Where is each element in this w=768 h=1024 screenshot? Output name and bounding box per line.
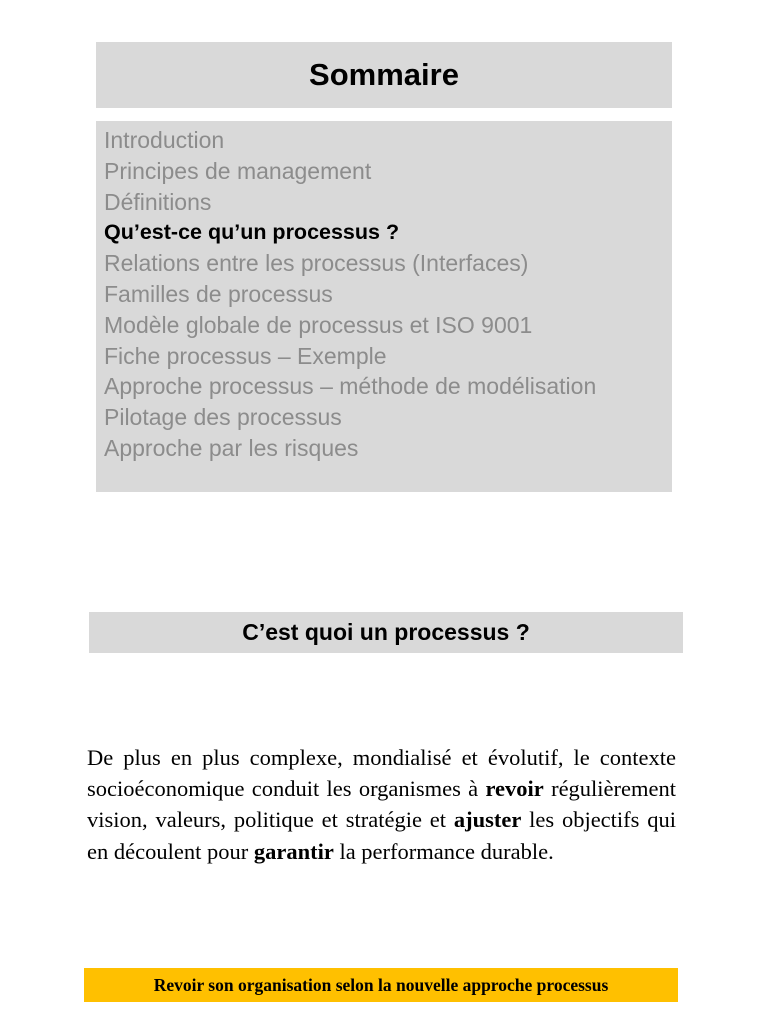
section-title: C’est quoi un processus ?: [242, 619, 530, 645]
highlight-banner: [84, 968, 678, 1002]
toc-item-definitions: Définitions: [104, 188, 212, 215]
paragraph-bold-revoir: revoir: [485, 776, 544, 802]
toc-item-approche-processus: Approche processus – méthode de modélisation: [104, 373, 597, 400]
section-title-box: [89, 612, 683, 653]
toc-item-processus-current: Qu’est-ce qu’un processus ?: [104, 220, 400, 245]
paragraph-bold-ajuster: ajuster: [453, 807, 522, 833]
paragraph-text-2: régulièrement vision, valeurs, politique et stratégie et: [87, 776, 677, 833]
toc-list: [104, 125, 672, 464]
intro-paragraph: [87, 742, 676, 867]
summary-title: Sommaire: [309, 57, 459, 92]
toc-item-relations: Relations entre les processus (Interfaces): [104, 250, 529, 277]
paragraph-bold-garantir: garantir: [253, 838, 334, 864]
summary-title-box: [96, 42, 672, 108]
toc-item-principes: Principes de management: [104, 157, 372, 184]
paragraph-text-3: les objectifs qui en découlent pour: [87, 807, 676, 864]
toc-item-familles: Familles de processus: [104, 280, 333, 307]
toc-item-introduction: Introduction: [104, 127, 225, 153]
toc-item-modele: Modèle globale de processus et ISO 9001: [104, 311, 533, 338]
table-of-contents: [96, 121, 672, 492]
toc-item-fiche: Fiche processus – Exemple: [104, 342, 387, 369]
toc-item-pilotage: Pilotage des processus: [104, 404, 342, 431]
toc-item-risques: Approche par les risques: [104, 434, 359, 461]
paragraph-text-4: la performance durable.: [333, 838, 554, 864]
banner-text: Revoir son organisation selon la nouvelle approche processus: [153, 974, 609, 995]
paragraph-text-1: De plus en plus complexe, mondialisé et évolutif, le contexte socioéconomique conduit les organismes à: [87, 745, 676, 802]
